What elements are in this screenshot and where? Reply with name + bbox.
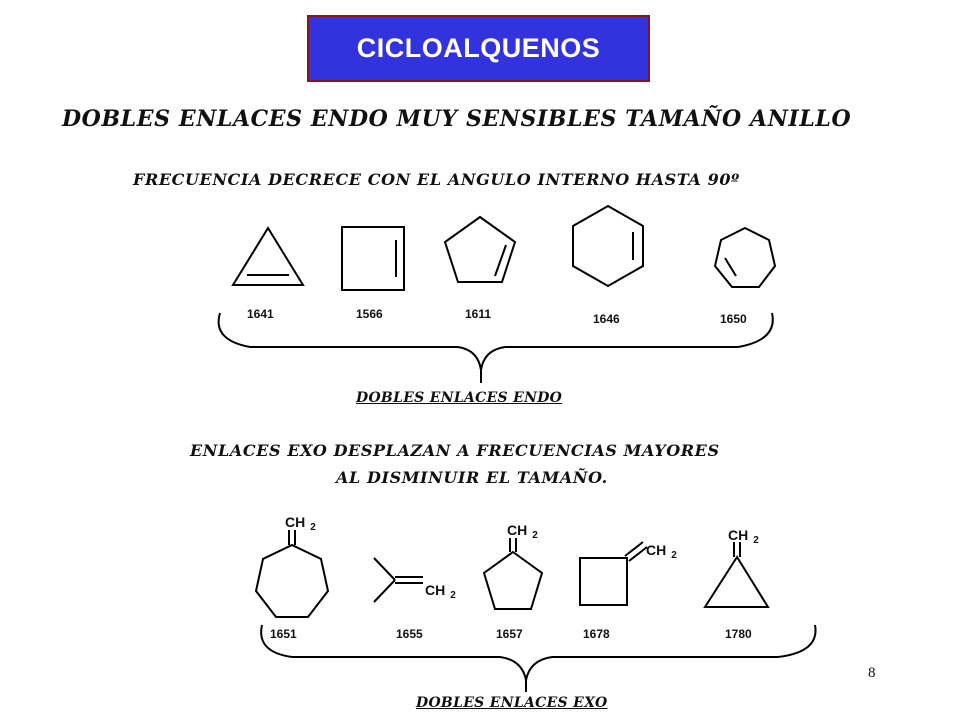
main-heading: DOBLES ENLACES ENDO MUY SENSIBLES TAMAÑO ANILLO: [62, 106, 852, 132]
freq-methylenecyclopentane: 1657: [496, 627, 523, 641]
freq-cycloheptene: 1650: [720, 312, 747, 326]
cyclobutene-structure: [342, 227, 404, 290]
methylenecycloheptane-structure: [256, 530, 328, 617]
isobutylene-structure: [374, 558, 423, 602]
slide-title: CICLOALQUENOS: [356, 33, 601, 63]
ch2-label-propane: CH $_2$: [728, 527, 759, 546]
freq-isobutylene: 1655: [396, 627, 423, 641]
frequency-subheading: FRECUENCIA DECRECE CON EL ANGULO INTERNO HASTA 90º: [133, 170, 740, 189]
exo-note-line2: AL DISMINUIR EL TAMAÑO.: [336, 468, 608, 487]
freq-cyclohexene: 1646: [593, 312, 620, 326]
ch2-label-isobutylene: CH $_2$: [425, 582, 456, 601]
freq-cyclobutene: 1566: [356, 307, 383, 321]
freq-methylenecyclobutane: 1678: [583, 627, 610, 641]
freq-methylenecyclopropane: 1780: [725, 627, 752, 641]
ch2-label-pentane: CH $_2$: [507, 522, 538, 541]
ch2-label-heptane: CH $_2$: [285, 514, 316, 533]
ch2-label-butane: CH $_2$: [646, 542, 677, 561]
page-number: 8: [868, 665, 876, 681]
methylenecyclobutane-structure: [580, 542, 647, 605]
cyclohexene-structure: [573, 206, 643, 286]
exo-note-line1: ENLACES EXO DESPLAZAN A FRECUENCIAS MAYORES: [190, 441, 720, 460]
freq-cyclopropene: 1641: [247, 307, 274, 321]
cyclopropene-structure: [233, 228, 303, 285]
methylenecyclopentane-structure: [484, 538, 542, 609]
cycloheptene-structure: [715, 228, 775, 287]
cyclopentene-structure: [445, 217, 515, 282]
methylenecyclopropane-structure: [705, 542, 768, 607]
freq-methylenecycloheptane: 1651: [270, 627, 297, 641]
exo-label: DOBLES ENLACES EXO: [416, 695, 608, 711]
endo-brace: [219, 313, 773, 383]
freq-cyclopentene: 1611: [465, 307, 492, 321]
endo-label: DOBLES ENLACES ENDO: [356, 390, 563, 406]
